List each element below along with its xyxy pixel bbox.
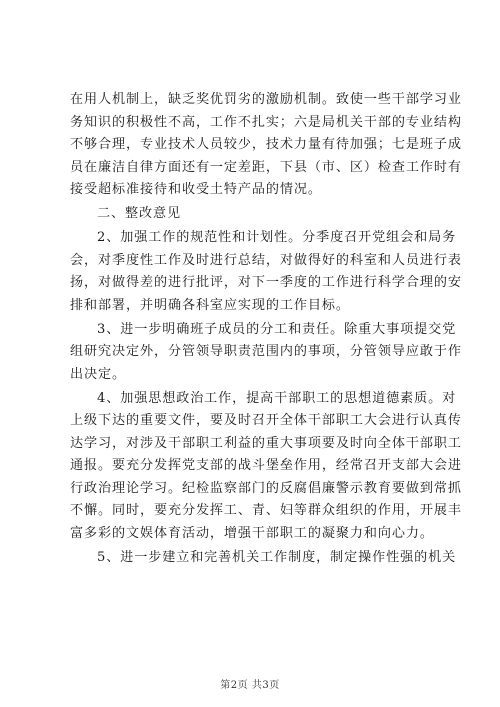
text-line: 员在廉洁自律方面还有一定差距，下县（市、区）检查工作时有 (70, 159, 462, 175)
text-line: 在用人机制上，缺乏奖优罚劣的激励机制。致使一些干部学习业 (70, 92, 462, 107)
text-line: 富多彩的文娱体育活动，增强干部职工的凝聚力和向心力。 (70, 525, 434, 541)
page-number-footer: 第2页 共3页 (220, 680, 280, 691)
text-line: 通报。要充分发挥党支部的战斗堡垒作用，经常召开支部大会进 (70, 458, 462, 473)
text-line: 会，对季度性工作及时进行总结，对做得好的科室和人员进行表 (70, 252, 462, 268)
text-line: 出决定。 (70, 366, 126, 382)
section-heading: 二、整改意见 (97, 206, 181, 221)
text-line: 不够合理，专业技术人员较少，技术力量有待加强；七是班子成 (70, 137, 462, 152)
text-line: 上级下达的重要文件，要及时召开全体干部职工大会进行认真传 (70, 413, 462, 428)
document-body (70, 89, 462, 569)
text-line: 行政治理论学习。纪检监察部门的反腐倡廉警示教育要做到常抓 (70, 480, 462, 496)
text-line: 扬，对做得差的进行批评，对下一季度的工作进行科学合理的安 (70, 275, 462, 290)
text-line: 不懈。同时，要充分发挥工、青、妇等群众组织的作用，开展丰 (70, 503, 462, 518)
text-line: 务知识的积极性不高，工作不扎实；六是局机关干部的专业结构 (70, 114, 462, 130)
text-line: 达学习，对涉及干部职工利益的重大事项要及时向全体干部职工 (70, 435, 462, 451)
text-line: 4、加强思想政治工作，提高干部职工的思想道德素质。对 (97, 390, 457, 406)
text-line: 5、进一步建立和完善机关工作制度，制定操作性强的机关 (97, 549, 457, 565)
text-line: 排和部署，并明确各科室应实现的工作目标。 (70, 297, 350, 313)
text-line: 接受超标准接待和收受土特产品的情况。 (70, 182, 322, 197)
text-line: 3、进一步明确班子成员的分工和责任。除重大事项提交党 (97, 321, 457, 337)
text-line: 组研究决定外，分管领导职责范围内的事项，分管领导应敢于作 (70, 344, 462, 359)
text-line: 2、加强工作的规范性和计划性。分季度召开党组会和局务 (97, 230, 457, 245)
